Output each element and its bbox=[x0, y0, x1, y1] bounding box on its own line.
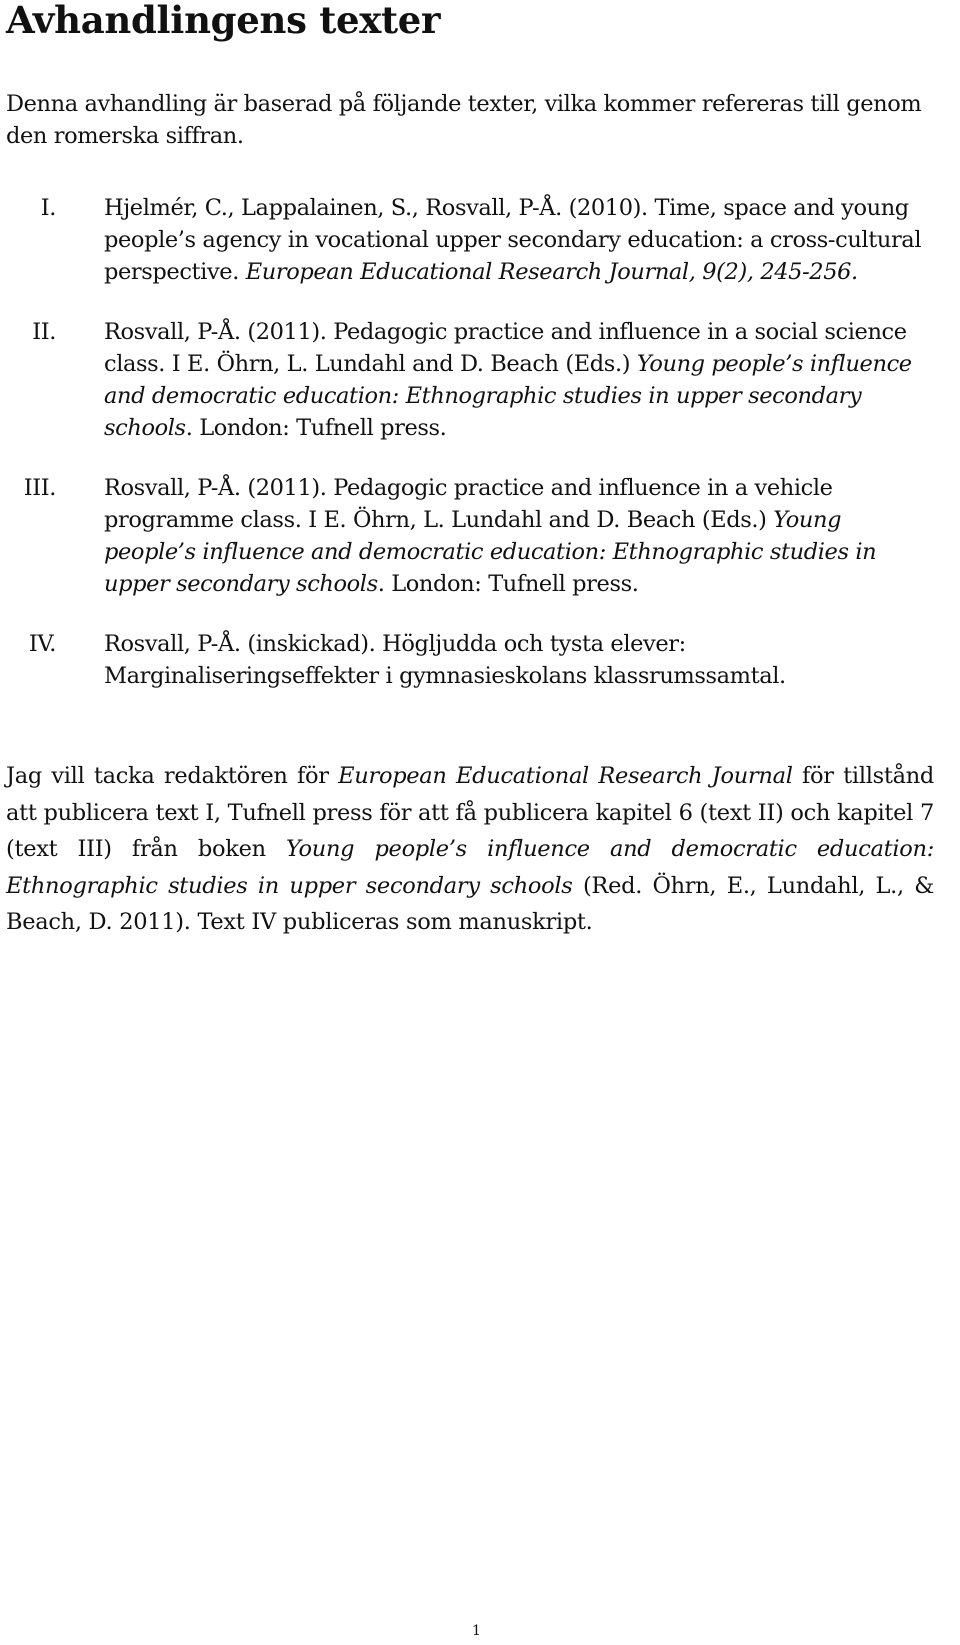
reference-numeral: IV. bbox=[28, 631, 56, 657]
reference-numeral: I. bbox=[40, 195, 56, 221]
reference-numeral: III. bbox=[23, 475, 56, 501]
reference-journal: European Educational Research Journal, 9(2), 245-256. bbox=[245, 259, 858, 285]
ack-ending: (Red. Öhrn, E., Lundahl, L., & Beach, D. 2011). Text IV publiceras som manuskript. bbox=[6, 872, 934, 935]
page-title: Avhandlingens texter bbox=[6, 0, 441, 42]
reference-citation: Rosvall, P-Å. (2011). Pedagogic practice and influence in a vehicle programme class. I E. Öhrn, L. Lundahl and D. Beach (Eds.) bbox=[104, 475, 833, 533]
reference-text bbox=[104, 472, 930, 600]
reference-item-3 bbox=[0, 472, 930, 600]
reference-book-title: Young people’s influence and democratic education: Ethnographic studies in upper secondary schools bbox=[104, 351, 912, 441]
ack-middle: för tillstånd att publicera text I, Tufnell press för att få publicera kapitel 6 (text II) och kapitel 7 (text III) från boken bbox=[6, 763, 935, 862]
reference-publisher: . London: Tufnell press. bbox=[377, 571, 639, 597]
ack-book-title: Young people’s influence and democratic education: Ethnographic studies in upper secondary schools bbox=[6, 836, 934, 899]
reference-item-1 bbox=[0, 192, 930, 288]
reference-publisher: . London: Tufnell press. bbox=[185, 415, 447, 441]
reference-list bbox=[0, 192, 930, 720]
reference-book-title: Young people’s influence and democratic education: Ethnographic studies in upper secondary schools bbox=[104, 507, 877, 597]
reference-text bbox=[104, 628, 930, 692]
reference-citation: Hjelmér, C., Lappalainen, S., Rosvall, P-Å. (2010). Time, space and young people’s agency in vocational upper secondary education: a cross-cultural perspective. bbox=[104, 195, 922, 285]
ack-journal-title: European Educational Research Journal bbox=[338, 763, 793, 789]
reference-citation: Rosvall, P-Å. (2011). Pedagogic practice and influence in a social science class. I E. Öhrn, L. Lundahl and D. Beach (Eds.) bbox=[104, 319, 907, 377]
reference-numeral: II. bbox=[32, 319, 56, 345]
reference-text bbox=[104, 192, 930, 288]
reference-citation: Rosvall, P-Å. (inskickad). Högljudda och tysta elever: Marginaliseringseffekter i gymnasieskolans klassrumssamtal. bbox=[104, 631, 786, 689]
reference-item-4 bbox=[0, 628, 930, 692]
reference-item-2 bbox=[0, 316, 930, 444]
ack-intro: Jag vill tacka redaktören för bbox=[6, 763, 339, 789]
page-number: 1 bbox=[472, 1623, 481, 1639]
reference-text bbox=[104, 316, 930, 444]
acknowledgement-paragraph bbox=[6, 758, 934, 941]
intro-paragraph: Denna avhandling är baserad på följande texter, vilka kommer refereras till genom den romerska siffran. bbox=[6, 91, 922, 149]
